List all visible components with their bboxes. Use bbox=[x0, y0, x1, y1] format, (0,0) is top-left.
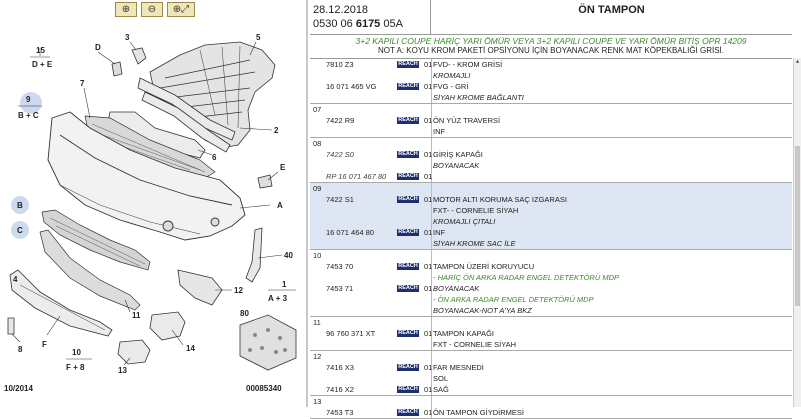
part-line[interactable] bbox=[310, 216, 792, 227]
part-quantity: 01 bbox=[424, 284, 433, 293]
part-quantity: 01 bbox=[424, 195, 433, 204]
parts-table bbox=[310, 58, 792, 417]
part-line[interactable] bbox=[310, 115, 792, 126]
part-description: BOYANACAK bbox=[433, 161, 480, 170]
parts-group-13[interactable] bbox=[310, 396, 792, 419]
callout-8[interactable]: 8 bbox=[18, 345, 23, 354]
headlight-bracket-part-12 bbox=[178, 270, 222, 305]
part-description: GİRİŞ KAPAĞI bbox=[433, 150, 483, 159]
callout-B+C[interactable]: B + C bbox=[18, 111, 39, 120]
page-title: ÖN TAMPON bbox=[578, 4, 645, 16]
part-description: ÖN TAMPON GİYDİRMESİ bbox=[433, 408, 524, 417]
parts-group-cont[interactable] bbox=[310, 59, 792, 104]
part-description: BOYANACAK-NOT A'YA BKZ bbox=[433, 306, 532, 315]
exploded-parts-diagram bbox=[0, 18, 306, 384]
part-line[interactable] bbox=[310, 272, 792, 283]
part-description: SOL bbox=[433, 374, 449, 383]
bracket-part-8 bbox=[8, 318, 14, 334]
ref-prefix: 0530 06 bbox=[313, 18, 356, 30]
callout-2[interactable]: 2 bbox=[274, 126, 279, 135]
callout-7[interactable]: 7 bbox=[80, 79, 85, 88]
callout-D[interactable]: D bbox=[95, 43, 101, 52]
catalog-date: 28.12.2018 bbox=[313, 4, 369, 16]
scroll-up-icon[interactable]: ▲ bbox=[794, 59, 801, 65]
item-number: 09 bbox=[313, 184, 322, 193]
item-number: 13 bbox=[313, 397, 322, 406]
part-line[interactable] bbox=[310, 407, 792, 418]
callout-15[interactable]: 15 bbox=[36, 46, 45, 55]
side-strip-part-40 bbox=[246, 228, 262, 282]
part-line[interactable] bbox=[310, 250, 792, 261]
ref-suffix: 05A bbox=[380, 18, 403, 30]
part-line[interactable] bbox=[310, 294, 792, 305]
part-description: FAR MESNEDİ bbox=[433, 363, 484, 372]
part-reference[interactable]: 16 071 465 VG bbox=[326, 82, 377, 91]
callout-40[interactable]: 40 bbox=[284, 251, 293, 260]
item-number: 10 bbox=[313, 251, 322, 260]
catalog-notes bbox=[310, 36, 792, 56]
part-line[interactable] bbox=[310, 339, 792, 350]
reach-badge[interactable]: REACH bbox=[398, 173, 418, 179]
part-description: - ÖN ARKA RADAR ENGEL DETEKTÖRÜ MDP bbox=[433, 295, 594, 304]
part-description: FXT- - CORNELIE SİYAH bbox=[433, 206, 519, 215]
parts-group-10[interactable] bbox=[310, 250, 792, 317]
part-line[interactable] bbox=[310, 261, 792, 272]
parts-group-07[interactable] bbox=[310, 104, 792, 138]
reach-badge[interactable]: REACH bbox=[398, 151, 418, 157]
parts-group-08[interactable] bbox=[310, 138, 792, 183]
ref-bold: 6175 bbox=[355, 18, 381, 30]
zoom-out-icon: ⊖ bbox=[147, 4, 157, 15]
part-quantity: 01 bbox=[424, 150, 433, 159]
callout-F[interactable]: F bbox=[42, 340, 47, 349]
reach-badge[interactable]: REACH bbox=[398, 61, 418, 67]
parts-group-12[interactable] bbox=[310, 351, 792, 396]
part-reference[interactable]: 7416 X3 bbox=[326, 363, 354, 372]
item-number: 07 bbox=[313, 105, 322, 114]
part-reference[interactable]: 7453 71 bbox=[326, 284, 354, 293]
part-reference[interactable]: 7453 T3 bbox=[326, 408, 354, 417]
parts-group-11[interactable] bbox=[310, 317, 792, 351]
callout-3[interactable]: 3 bbox=[125, 33, 130, 42]
part-line[interactable] bbox=[310, 138, 792, 149]
reach-badge[interactable]: REACH bbox=[398, 196, 418, 202]
part-quantity: 01 bbox=[424, 408, 433, 417]
part-reference[interactable]: 7422 S1 bbox=[326, 195, 354, 204]
part-description: TAMPON ÜZERİ KORUYUCU bbox=[433, 262, 535, 271]
parts-header bbox=[310, 0, 792, 35]
part-description: - HARİÇ ÖN ARKA RADAR ENGEL DETEKTÖRÜ MDP bbox=[433, 273, 619, 282]
part-line[interactable] bbox=[310, 171, 792, 182]
part-line[interactable] bbox=[310, 104, 792, 115]
callout-9[interactable]: 9 bbox=[26, 95, 31, 104]
part-quantity: 01 bbox=[424, 385, 433, 394]
part-description: KROMAJLI bbox=[433, 71, 471, 80]
part-quantity: 01 bbox=[424, 228, 433, 237]
callout-E[interactable]: E bbox=[280, 163, 286, 172]
part-quantity: 01 bbox=[424, 172, 433, 181]
callout-14[interactable]: 14 bbox=[186, 344, 195, 353]
bracket-part-3 bbox=[132, 48, 146, 64]
part-line[interactable] bbox=[310, 396, 792, 407]
part-quantity: 01 bbox=[424, 262, 433, 271]
reach-badge[interactable]: REACH bbox=[398, 229, 418, 235]
part-description: TAMPON KAPAĞI bbox=[433, 329, 494, 338]
diagram-image-code: 00085340 bbox=[246, 384, 282, 393]
part-quantity: 01 bbox=[424, 116, 433, 125]
parts-list-pane bbox=[310, 0, 801, 417]
callout-B[interactable]: B bbox=[17, 201, 23, 210]
item-number: 12 bbox=[313, 352, 322, 361]
clip-part-D bbox=[112, 62, 122, 76]
callout-1[interactable]: 1 bbox=[282, 280, 287, 289]
reach-badge[interactable]: REACH bbox=[398, 364, 418, 370]
clip-part-E bbox=[258, 175, 272, 188]
part-description: SİYAH KROME BAĞLANTI bbox=[433, 93, 524, 102]
part-description: FXT - CORNELIE SİYAH bbox=[433, 340, 517, 349]
zoom-toolbar bbox=[115, 2, 195, 16]
clip-kit-part-80 bbox=[240, 315, 296, 370]
part-description: BOYANACAK bbox=[433, 284, 480, 293]
part-reference[interactable]: 7422 R9 bbox=[326, 116, 355, 125]
part-line[interactable] bbox=[310, 373, 792, 384]
note-condition: 3+2 KAPILI COUPE HARİÇ YARI ÖMÜR VEYA 3+2 KAPILI COUPE VE YARI ÖMÜR BİTİŞ OPR 14209 bbox=[355, 36, 747, 46]
part-description: INF bbox=[433, 228, 446, 237]
catalog-reference bbox=[313, 18, 403, 30]
vertical-scrollbar[interactable] bbox=[793, 58, 801, 407]
item-number: 08 bbox=[313, 139, 322, 148]
part-line[interactable] bbox=[310, 384, 792, 395]
callout-F+8[interactable]: F + 8 bbox=[66, 363, 85, 372]
part-reference[interactable]: 16 071 464 80 bbox=[326, 228, 374, 237]
part-description: INF bbox=[433, 127, 446, 136]
part-description: FVD- - KROM GRİSİ bbox=[433, 60, 503, 69]
callout-80[interactable]: 80 bbox=[240, 309, 249, 318]
part-line[interactable] bbox=[310, 238, 792, 249]
zoom-in-button[interactable] bbox=[115, 2, 137, 17]
part-description: SİYAH KROME SAC İLE bbox=[433, 239, 516, 248]
zoom-out-button[interactable] bbox=[141, 2, 163, 17]
part-quantity: 01 bbox=[424, 363, 433, 372]
reach-badge[interactable]: REACH bbox=[398, 409, 418, 415]
part-reference[interactable]: 7416 X2 bbox=[326, 385, 354, 394]
callout-D+E[interactable]: D + E bbox=[32, 60, 53, 69]
part-description: ÖN YÜZ TRAVERSİ bbox=[433, 116, 501, 125]
part-description: SAĞ bbox=[433, 385, 449, 394]
reach-badge[interactable]: REACH bbox=[398, 117, 418, 123]
part-reference[interactable]: 96 760 371 XT bbox=[326, 329, 376, 338]
reach-badge[interactable]: REACH bbox=[398, 386, 418, 392]
part-line[interactable] bbox=[310, 126, 792, 137]
part-line[interactable] bbox=[310, 205, 792, 216]
part-line[interactable] bbox=[310, 194, 792, 205]
part-quantity: 01 bbox=[424, 329, 433, 338]
callout-C[interactable]: C bbox=[17, 226, 23, 235]
callout-13[interactable]: 13 bbox=[118, 366, 127, 375]
part-reference[interactable]: 7422 S0 bbox=[326, 150, 354, 159]
fog-cover-part-13 bbox=[118, 340, 150, 364]
part-reference[interactable]: 7453 70 bbox=[326, 262, 354, 271]
part-line[interactable] bbox=[310, 227, 792, 238]
part-line[interactable] bbox=[310, 160, 792, 171]
callout-12[interactable]: 12 bbox=[234, 286, 243, 295]
part-line[interactable] bbox=[310, 351, 792, 362]
part-reference[interactable]: 7810 Z3 bbox=[326, 60, 354, 69]
part-line[interactable] bbox=[310, 283, 792, 294]
diagram-date-code: 10/2014 bbox=[4, 384, 33, 393]
part-line[interactable] bbox=[310, 305, 792, 316]
callout-11[interactable]: 11 bbox=[132, 311, 141, 320]
part-description: FVG - GRİ bbox=[433, 82, 469, 91]
zoom-fit-icon: ⊕⤢ bbox=[172, 4, 190, 15]
callout-6[interactable]: 6 bbox=[212, 153, 217, 162]
item-number: 11 bbox=[313, 318, 321, 327]
scroll-thumb[interactable] bbox=[795, 146, 800, 306]
reach-badge[interactable]: REACH bbox=[398, 330, 418, 336]
zoom-in-icon: ⊕ bbox=[121, 4, 131, 15]
reach-badge[interactable]: REACH bbox=[398, 83, 418, 89]
part-line[interactable] bbox=[310, 59, 792, 70]
callout-4[interactable]: 4 bbox=[13, 275, 18, 284]
part-line[interactable] bbox=[310, 149, 792, 160]
part-line[interactable] bbox=[310, 183, 792, 194]
callout-A[interactable]: A bbox=[277, 201, 283, 210]
diagram-pane bbox=[0, 0, 308, 407]
reach-badge[interactable]: REACH bbox=[398, 285, 418, 291]
callout-5[interactable]: 5 bbox=[256, 33, 261, 42]
note-a: NOT A: KOYU KROM PAKETİ OPSİYONU İÇİN BOYANACAK RENK MAT KÖPEKBALIĞI GRİSİ. bbox=[377, 46, 724, 55]
fog-cover-part-14 bbox=[150, 312, 185, 340]
part-line[interactable] bbox=[310, 317, 792, 328]
zoom-fit-button[interactable] bbox=[167, 2, 195, 17]
part-description: KROMAJLI ÇITALI bbox=[433, 217, 496, 226]
part-reference[interactable]: RP 16 071 467 80 bbox=[326, 172, 387, 181]
part-line[interactable] bbox=[310, 70, 792, 81]
part-line[interactable] bbox=[310, 362, 792, 373]
parts-group-09[interactable] bbox=[310, 183, 792, 250]
part-quantity: 01 bbox=[424, 60, 433, 69]
part-line[interactable] bbox=[310, 92, 792, 103]
part-description: MOTOR ALTI KORUMA SAÇ IZGARASI bbox=[433, 195, 567, 204]
callout-10[interactable]: 10 bbox=[72, 348, 81, 357]
callout-A+3[interactable]: A + 3 bbox=[268, 294, 288, 303]
reach-badge[interactable]: REACH bbox=[398, 263, 418, 269]
part-quantity: 01 bbox=[424, 82, 433, 91]
part-line[interactable] bbox=[310, 81, 792, 92]
part-line[interactable] bbox=[310, 328, 792, 339]
